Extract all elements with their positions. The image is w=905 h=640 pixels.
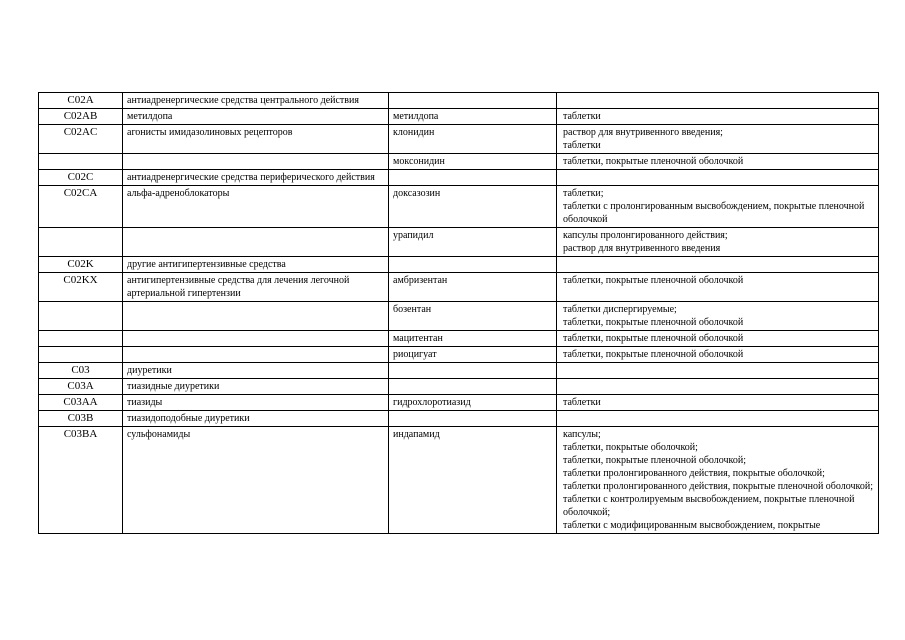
atc-code-cell [39, 302, 123, 331]
table-row [39, 427, 879, 534]
group-name-cell [123, 228, 389, 257]
drug-name-cell: метилдопа [389, 109, 557, 125]
group-name-cell: антиадренергические средства центрального действия [123, 93, 389, 109]
atc-code-cell: C03AA [39, 395, 123, 411]
table-row [39, 109, 879, 125]
atc-code-cell: C03A [39, 379, 123, 395]
table-row [39, 257, 879, 273]
drug-name-cell [389, 411, 557, 427]
table-row [39, 302, 879, 331]
dosage-forms-cell [557, 170, 879, 186]
drug-name-cell: мацитентан [389, 331, 557, 347]
atc-code-cell: C03BA [39, 427, 123, 534]
drug-name-cell: урапидил [389, 228, 557, 257]
dosage-forms-cell: таблетки диспергируемые; таблетки, покрытые пленочной оболочкой [557, 302, 879, 331]
table-row [39, 347, 879, 363]
drug-name-cell: бозентан [389, 302, 557, 331]
dosage-forms-cell [557, 93, 879, 109]
group-name-cell: другие антигипертензивные средства [123, 257, 389, 273]
table-row [39, 186, 879, 228]
group-name-cell [123, 302, 389, 331]
dosage-forms-cell: таблетки, покрытые пленочной оболочкой [557, 347, 879, 363]
group-name-cell [123, 331, 389, 347]
atc-code-cell [39, 347, 123, 363]
dosage-forms-cell: таблетки, покрытые пленочной оболочкой [557, 273, 879, 302]
drug-name-cell: доксазозин [389, 186, 557, 228]
dosage-forms-cell [557, 379, 879, 395]
atc-code-cell: C02KX [39, 273, 123, 302]
table-row [39, 125, 879, 154]
drug-name-cell: клонидин [389, 125, 557, 154]
table-row [39, 273, 879, 302]
table-row [39, 331, 879, 347]
atc-code-cell [39, 331, 123, 347]
atc-code-cell: C02AB [39, 109, 123, 125]
dosage-forms-cell: раствор для внутривенного введения; таблетки [557, 125, 879, 154]
table-row [39, 170, 879, 186]
drug-name-cell: гидрохлоротиазид [389, 395, 557, 411]
dosage-forms-cell: таблетки, покрытые пленочной оболочкой [557, 331, 879, 347]
dosage-forms-cell [557, 363, 879, 379]
group-name-cell: антиадренергические средства периферического действия [123, 170, 389, 186]
drug-name-cell [389, 93, 557, 109]
dosage-forms-cell: таблетки, покрытые пленочной оболочкой [557, 154, 879, 170]
atc-code-cell: C03B [39, 411, 123, 427]
dosage-forms-cell: таблетки [557, 395, 879, 411]
group-name-cell: антигипертензивные средства для лечения легочной артериальной гипертензии [123, 273, 389, 302]
table-row [39, 154, 879, 170]
atc-code-cell: C02AC [39, 125, 123, 154]
table-row [39, 93, 879, 109]
atc-code-cell: C03 [39, 363, 123, 379]
dosage-forms-cell: таблетки [557, 109, 879, 125]
dosage-forms-cell [557, 411, 879, 427]
drug-name-cell [389, 379, 557, 395]
atc-code-cell: C02K [39, 257, 123, 273]
atc-code-cell [39, 154, 123, 170]
group-name-cell: тиазидные диуретики [123, 379, 389, 395]
drug-name-cell: амбризентан [389, 273, 557, 302]
dosage-forms-cell: капсулы; таблетки, покрытые оболочкой; таблетки, покрытые пленочной оболочкой; таблетки пролонгированного действия, покрытые оболочкой; таблетки пролонгированного действия, покрытые пленочной оболочкой; таблетки с контролируемым высвобождением, покрытые пленочной оболочкой; таблетки с модифицированным высвобождением, покрытые [557, 427, 879, 534]
group-name-cell: метилдопа [123, 109, 389, 125]
group-name-cell [123, 347, 389, 363]
drug-name-cell [389, 170, 557, 186]
group-name-cell: альфа-адреноблокаторы [123, 186, 389, 228]
group-name-cell: диуретики [123, 363, 389, 379]
atc-code-cell: C02C [39, 170, 123, 186]
group-name-cell: агонисты имидазолиновых рецепторов [123, 125, 389, 154]
group-name-cell: тиазидоподобные диуретики [123, 411, 389, 427]
table-row [39, 228, 879, 257]
table-row [39, 363, 879, 379]
table-row [39, 395, 879, 411]
drug-name-cell: риоцигуат [389, 347, 557, 363]
drug-name-cell [389, 363, 557, 379]
dosage-forms-cell [557, 257, 879, 273]
drug-name-cell [389, 257, 557, 273]
group-name-cell: сульфонамиды [123, 427, 389, 534]
atc-code-cell: C02CA [39, 186, 123, 228]
drug-name-cell: индапамид [389, 427, 557, 534]
table-body [39, 93, 879, 534]
dosage-forms-cell: капсулы пролонгированного действия; раствор для внутривенного введения [557, 228, 879, 257]
group-name-cell: тиазиды [123, 395, 389, 411]
drug-name-cell: моксонидин [389, 154, 557, 170]
drug-classification-table [38, 92, 879, 534]
atc-code-cell [39, 228, 123, 257]
table-row [39, 379, 879, 395]
table-row [39, 411, 879, 427]
dosage-forms-cell: таблетки; таблетки с пролонгированным высвобождением, покрытые пленочной оболочкой [557, 186, 879, 228]
group-name-cell [123, 154, 389, 170]
atc-code-cell: C02A [39, 93, 123, 109]
